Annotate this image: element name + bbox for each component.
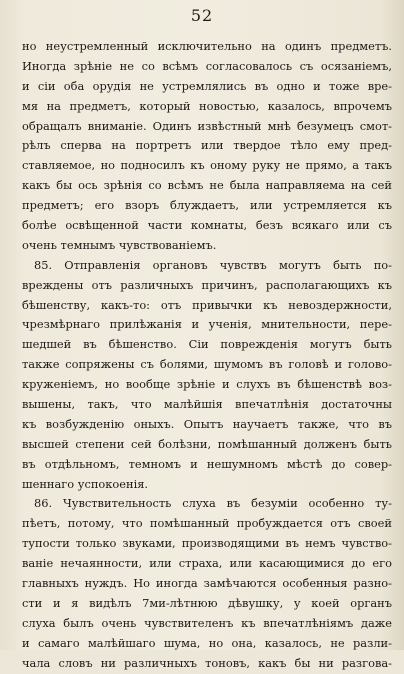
- text-line: болѣе освѣщенной части комнаты, безъ всякаго или съ: [22, 218, 392, 233]
- paragraph-85: [22, 256, 392, 495]
- text-line: сти и я видѣлъ 7ми-лѣтнюю дѣвушку, у коей органъ: [22, 595, 392, 610]
- text-line: чрезмѣрнаго прилѣжанія и ученія, мнительности, пере-: [22, 317, 392, 332]
- text-line: тупости только звуками, производящими въ немъ чувство-: [22, 536, 392, 551]
- text-line: вреждены отъ различныхъ причинъ, располагающихъ къ: [22, 277, 392, 292]
- text-line: шедшей въ бѣшенство. Сіи поврежденія могутъ быть: [22, 337, 392, 352]
- text-line: высшей степени сей болѣзни, помѣшанный долженъ быть: [22, 436, 392, 451]
- paragraph-1: [22, 37, 392, 256]
- text-line: въ отдѣльномъ, темномъ и нешумномъ мѣстѣ до совер-: [22, 456, 392, 471]
- paragraph-86: [22, 494, 392, 673]
- text-line: и самаго малѣйшаго шума, но она, казалось, не разли-: [22, 635, 392, 650]
- text-line: къ возбужденію оныхъ. Опытъ научаетъ также, что въ: [22, 416, 392, 431]
- text-line: слуха былъ очень чувствителенъ къ впечатлѣніямъ даже: [22, 615, 392, 630]
- text-line: какъ бы ось зрѣнія со всѣмъ не была направляема на сей: [22, 178, 392, 193]
- text-line: предметъ; его взоръ блуждаетъ, или устремляется къ: [22, 198, 392, 213]
- text-line: вышены, такъ, что малѣйшія впечатлѣнія достаточны: [22, 397, 392, 412]
- text-line: ставляемое, но подносилъ къ оному руку не прямо, а такъ: [22, 158, 392, 173]
- text-line: очень темнымъ чувствованіемъ.: [22, 237, 217, 252]
- text-line: круженіемъ, но вообще зрѣніе и слухъ въ бѣшенствѣ воз-: [22, 377, 392, 392]
- text-line: но неустремленный исключительно на одинъ предметъ.: [22, 39, 392, 53]
- text-line: также сопряжены съ болями, шумомъ въ головѣ и голово-: [22, 357, 392, 372]
- text-line: Иногда зрѣніе не со всѣмъ согласовалось съ осязаніемъ,: [22, 58, 392, 73]
- text-line: мя на предметъ, который новостью, казалось, впрочемъ: [22, 98, 392, 113]
- text-line: главныхъ нуждъ. Но иногда замѣчаются особенныя разно-: [22, 576, 392, 591]
- text-line: пѣетъ, потому, что помѣшанный пробуждается отъ своей: [22, 516, 392, 531]
- text-line: обращалъ вниманіе. Одинъ извѣстный мнѣ безумецъ смот-: [22, 118, 392, 133]
- text-line: шеннаго успокоенія.: [22, 476, 149, 491]
- body-text: [22, 37, 392, 674]
- text-line: бѣшенству, какъ-то: отъ привычки къ невоздержности,: [22, 297, 392, 312]
- text-line: и сіи оба орудія не устремлялись въ одно и тоже вре-: [22, 78, 392, 93]
- page-number: 52: [190, 6, 214, 25]
- text-line: 85. Отправленія органовъ чувствъ могутъ быть по-: [34, 257, 392, 272]
- text-line: чала словъ ни различныхъ тоновъ, какъ бы ни разгова-: [22, 655, 392, 670]
- text-line: 86. Чувствительность слуха въ безуміи особенно ту-: [34, 496, 392, 511]
- text-line: ваніе нечаянности, или страха, или касающимися до его: [22, 556, 392, 571]
- text-line: рѣлъ сперва на портретъ или твердое тѣло ему пред-: [22, 138, 392, 153]
